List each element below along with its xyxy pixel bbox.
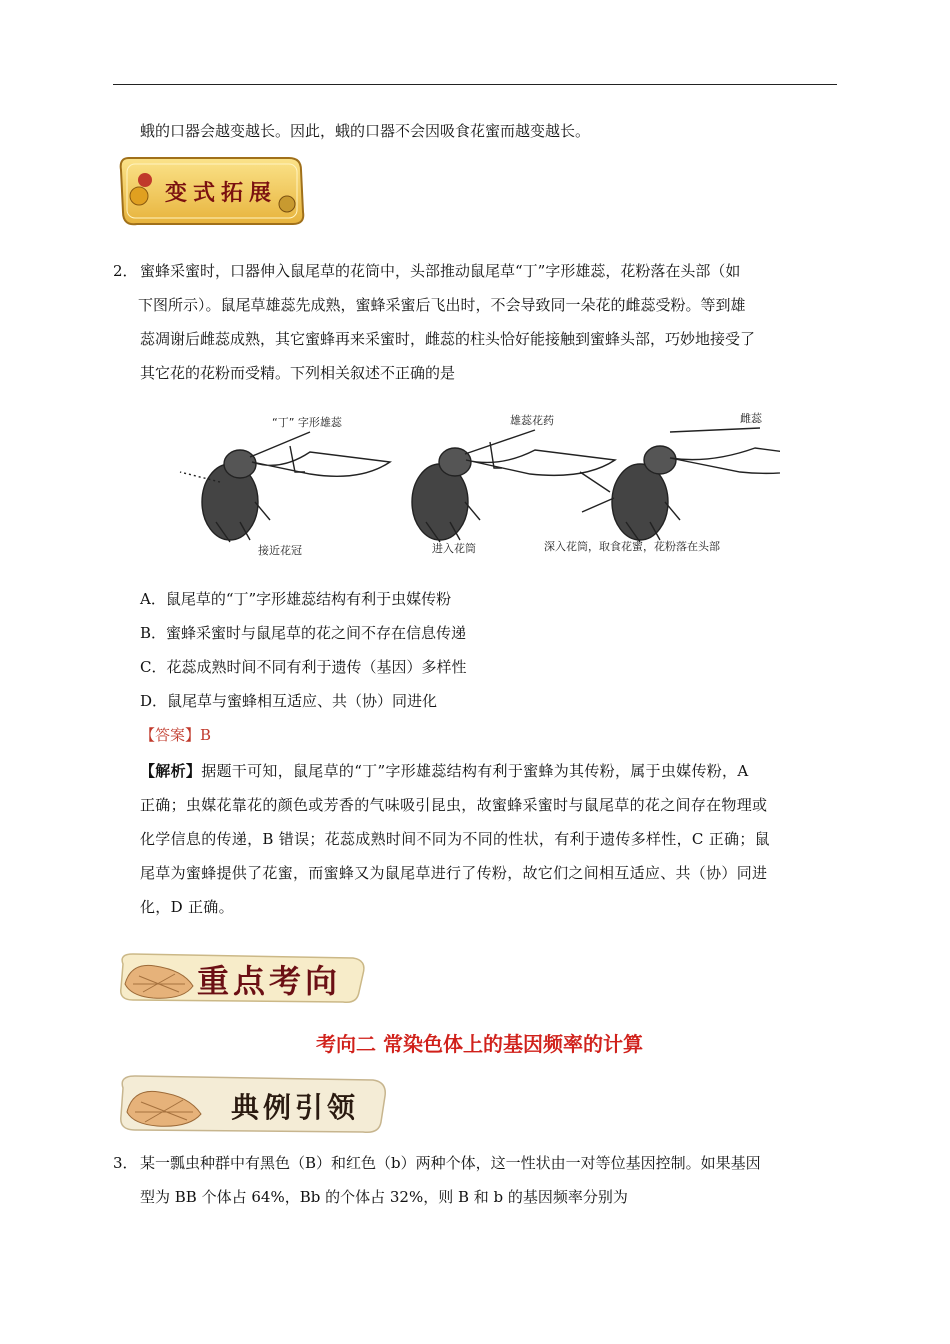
analysis-line: 尾草为蜜蜂提供了花蜜，而蜜蜂又为鼠尾草进行了传粉，故它们之间相互适应、共（协）同进 <box>140 864 768 882</box>
answer-line <box>140 726 211 744</box>
bee-sage-figure <box>160 402 780 562</box>
option-d: D．鼠尾草与蜜蜂相互适应、共（协）同进化 <box>140 692 438 710</box>
figure-label-pistil: 雌蕊 <box>740 412 762 425</box>
answer-tag: 【答案】 <box>140 726 201 744</box>
option-c: C．花蕊成熟时间不同有利于遗传（基因）多样性 <box>140 658 467 676</box>
stage-1-drawing <box>180 432 390 542</box>
analysis-line: 正确；虫媒花靠花的颜色或芳香的气味吸引昆虫，故蜜蜂采蜜时与鼠尾草的花之间存在物理或 <box>140 796 768 814</box>
banner-variant <box>115 152 309 230</box>
option-b: B．蜜蜂采蜜时与鼠尾草的花之间不存在信息传递 <box>140 624 467 642</box>
analysis-tag: 【解析】 <box>140 762 202 780</box>
question-2-line: 蕊凋谢后雌蕊成熟，其它蜜蜂再来采蜜时，雌蕊的柱头恰好能接触到蜜蜂头部，巧妙地接受了 <box>140 330 756 348</box>
stage-2-drawing <box>412 430 615 542</box>
question-2-number: 2． <box>113 262 138 280</box>
figure-caption-2: 进入花筒 <box>432 542 476 555</box>
figure-caption-3: 深入花筒，取食花蜜，花粉落在头部 <box>544 540 720 553</box>
figure-label-t-stamen: “丁” 字形雄蕊 <box>272 416 342 429</box>
question-3-stem <box>140 1146 840 1214</box>
banner-example <box>113 1066 395 1142</box>
stage-3-drawing <box>580 428 780 542</box>
question-2-line: 蜜蜂采蜜时，口器伸入鼠尾草的花筒中，头部推动鼠尾草“丁”字形雄蕊，花粉落在头部（如 <box>140 262 741 280</box>
question-2-line: 下图所示）。鼠尾草雄蕊先成熟，蜜蜂采蜜后飞出时，不会导致同一朵花的雌蕊受粉。等到雄 <box>138 296 746 314</box>
question-3-line: 某一瓢虫种群中有黑色（B）和红色（b）两种个体，这一性状由一对等位基因控制。如果基因 <box>140 1154 761 1172</box>
header-rule <box>113 84 837 85</box>
answer-value: B <box>200 726 212 744</box>
question-2-options <box>140 582 466 718</box>
banner-key <box>113 944 373 1010</box>
analysis-line: 化，D 正确。 <box>140 898 234 916</box>
banner-example-label: 典例引领 <box>231 1091 360 1124</box>
intro-line: 蛾的口器会越变越长。因此，蛾的口器不会因吸食花蜜而越变越长。 <box>140 122 591 140</box>
figure-caption-1: 接近花冠 <box>258 544 302 557</box>
section-title: 考向二 常染色体上的基因频率的计算 <box>316 1032 643 1056</box>
question-3-number: 3． <box>113 1154 138 1172</box>
figure-label-anther: 雄蕊花药 <box>510 414 554 427</box>
question-3-line: 型为 BB 个体占 64%，Bb 的个体占 32%，则 B 和 b 的基因频率分别为 <box>140 1188 628 1206</box>
question-2-line: 其它花的花粉而受精。下列相关叙述不正确的是 <box>140 364 456 382</box>
banner-variant-label: 变式拓展 <box>165 181 278 206</box>
analysis-block <box>140 754 840 924</box>
analysis-line: 化学信息的传递，B 错误；花蕊成熟时间不同为不同的性状，有利于遗传多样性，C 正确；鼠 <box>140 830 770 848</box>
question-2-stem <box>140 254 840 390</box>
banner-key-label: 重点考向 <box>197 962 342 1000</box>
analysis-line: 据题干可知，鼠尾草的“丁”字形雄蕊结构有利于蜜蜂为其传粉，属于虫媒传粉，A <box>201 762 749 780</box>
option-a: A．鼠尾草的“丁”字形雄蕊结构有利于虫媒传粉 <box>140 590 452 608</box>
